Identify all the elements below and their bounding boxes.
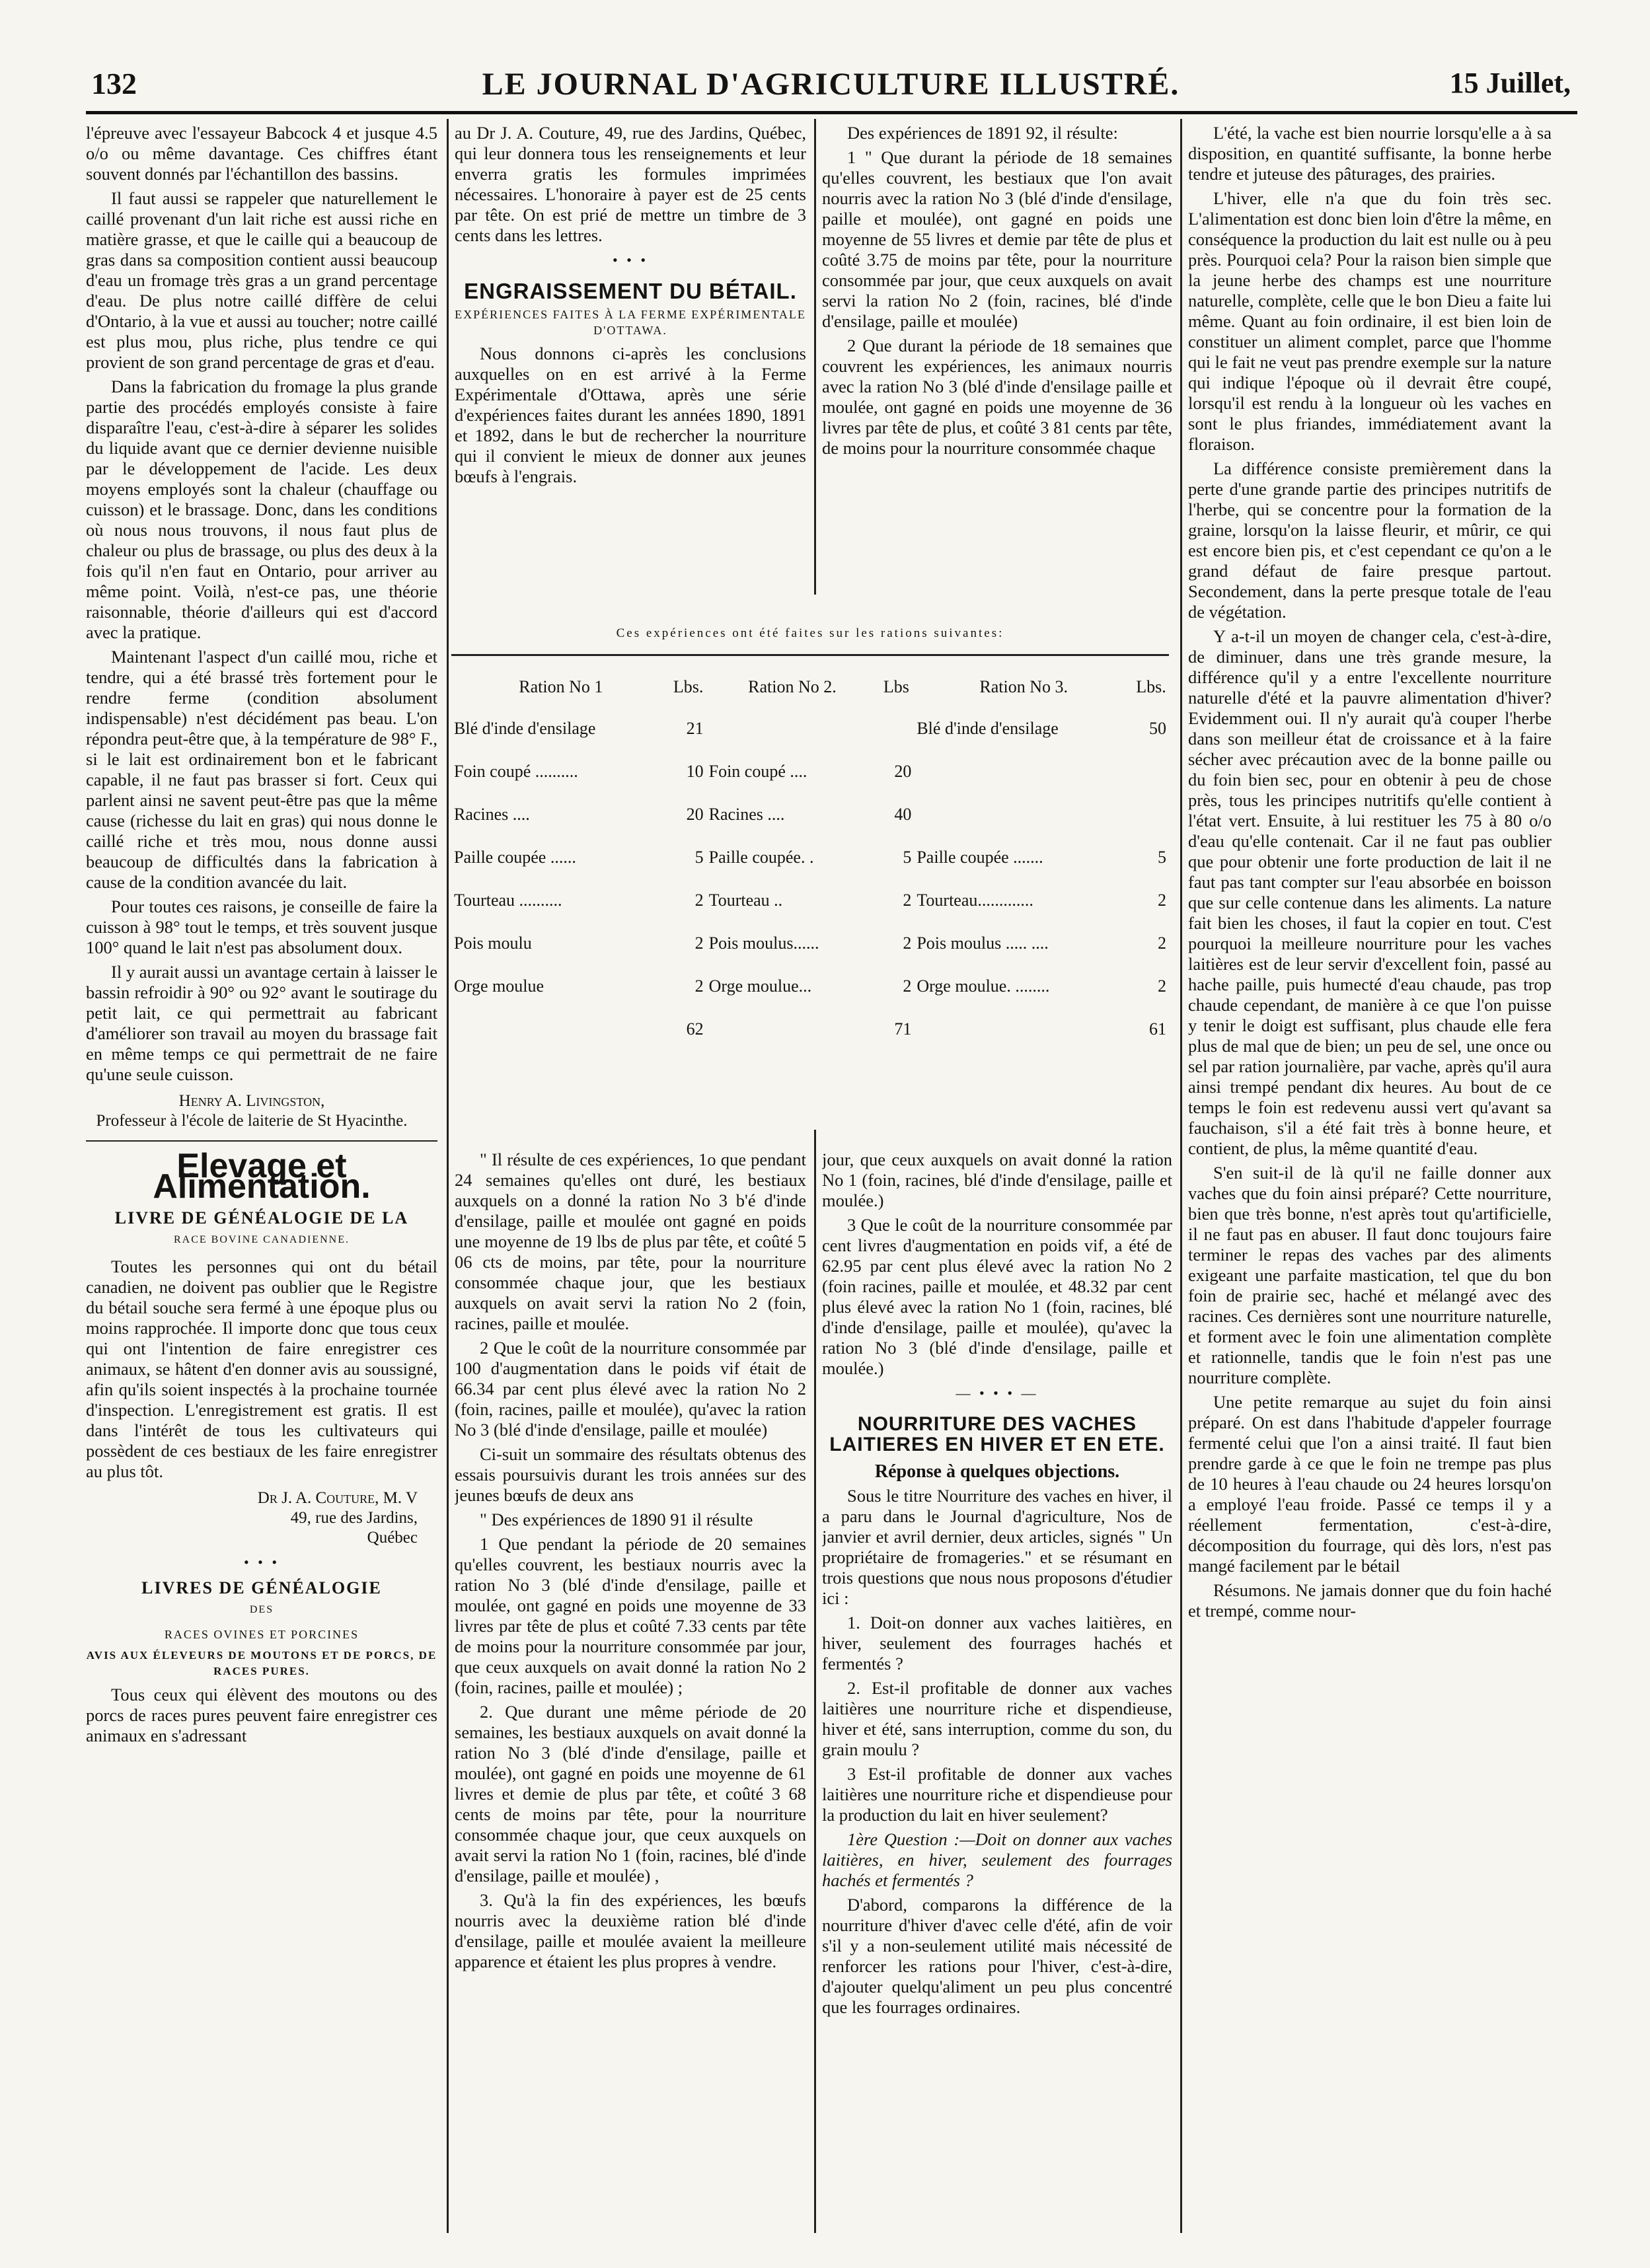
paragraph: Nous donnons ci-après les conclusions auxquelles on en est arrivé à la Ferme Expérimentale d'Ottawa, après une série d'expériences faites durant les années 1890, 1891 et 1892, dans le but de rechercher la nourriture qui il convient le mieux de donner aux jeunes bœufs à l'engrais. [455,344,806,486]
paragraph: S'en suit-il de là qu'il ne faille donner aux vaches que du foin ainsi préparé? Cette nourriture, bien que très bonne, n'est après tout qu'artificielle, il ne faut pas en abuser. Il faut donc toujours faire terminer le repas des vaches par des aliments exigeant une parfaite mastication, tel que du bon foin de prairie sec, haché et mélangé avec des racines. Ces dernières sont une nourriture naturelle, et forment avec le foin une alimentation complète et rationnelle, tandis que le foin n'est pas une nourriture complète. [1188,1163,1552,1387]
table-cell: 5 [694,847,704,867]
paragraph: 1ère Question :—Doit on donner aux vaches laitières, en hiver, seulement des fourrages hachés et fermentés ? [822,1829,1172,1890]
table-cell: Tourteau .......... [454,890,562,910]
ornament-divider: • • • [612,252,649,268]
issue-date: 15 Juillet, [1449,67,1571,99]
total-ration-1: 62 [686,1019,704,1039]
paragraph: " Des expériences de 1890 91 il résulte [480,1510,753,1529]
column-divider [1180,119,1182,2233]
paragraph: Y a-t-il un moyen de changer cela, c'est-à-dire, de diminuer, dans une très grande mesure, la différence qu'il y a entre l'excellente nourriture naturelle d'été et la pauvre alimentation d'hiver? Evidemment oui. Il n'y aurait qu'à couper l'herbe dans son meilleur état de croissance et à la faire sécher avec précaution avec de la bonne paille ou du foin bien sec, pour en obtenir à peu de chose près, tous les principes nutritifs qu'elle contient à l'état vert. Ensuite, à lui restituer les 75 à 80 o/o d'eau qu'elle contenait. Car il ne faut pas oublier que pour obtenir une forte production de lait il ne faut pas tant compter sur l'eau absorbée en boisson que sur celle contenue dans les aliments. La nature fait bien les choses, il faut la copier en tout. C'est pourquoi la meilleure nourriture pour les vaches laitières est de leur servir d'excellent foin, passé au hache paille, puis humecté d'eau chaude, pas trop chaude cependant, de manière à ce que l'on puisse y tenir le doigt est suffisant, plus chaude elle fera plus de mal que de bien; un peu de sel, une once ou sel par ration journalière, par vache, après qu'il aura ainsi trempé pendant dix heures. Au bout de ce temps le foin est redevenu aussi vert qu'avant sa fauchaison, s'il a été fait très à bonne heure, et contient, de plus, la même quantité d'eau. [1188,626,1552,1158]
table-cell [706,1007,879,1050]
author-name: Henry A. Livingston, [178,1092,325,1110]
table-cell: Foin coupé .......... [454,761,578,781]
table-cell [914,750,1133,793]
paragraph: au Dr J. A. Couture, 49, rue des Jardins, Québec, qui leur donnera tous les renseignements et leur enverra gratis les formules imprimées nécessaires. L'honoraire à payer est de 25 cents par tête. On est prié de mettre un timbre de 3 cents dans les lettres. [455,123,806,245]
total-ration-2: 71 [894,1019,912,1039]
table-cell: Foin coupé .... [708,761,807,781]
author-signature [86,1091,418,1131]
total-ration-3: 61 [1149,1019,1166,1039]
table-caption: Ces expériences ont été faites sur les rations suivantes: [616,626,1004,640]
table-cell: 2 [1158,890,1166,910]
table-cell: Tourteau .. [708,890,783,910]
table-cell [914,793,1133,836]
paragraph: L'été, la vache est bien nourrie lorsqu'elle a à sa disposition, en quantité suffisante, la bonne herbe tendre et juteuse des pâturages, des prairies. [1188,123,1552,184]
table-header-row [451,667,1169,707]
column-4 [1188,123,1552,2230]
paragraph: 2. Est-il profitable de donner aux vaches laitières une nourriture riche et dispendieuse, hiver et été, sans interruption, comme du son, du grain moulu ? [822,1678,1172,1759]
table-cell: 50 [1149,718,1166,738]
paragraph: 1 Que pendant la période de 20 semaines qu'elles couvrent, les bestiaux nourris avec la ration No 3 (blé d'inde d'ensilage, paille et moulée, ont gagné en poids une moyenne de 33 livres par tête de plus et coûté 7.33 cents par tête de moins pour la nourriture consommée par jour, que ceux auxquels on avait donné la ration No 2 (foin, racines, paille et moulée) ; [455,1534,806,1697]
table-cell [914,1007,1133,1050]
table-cell: Orge moulue. ........ [917,976,1050,996]
table-cell: 5 [1158,847,1166,867]
paragraph: 2 Que durant la période de 18 semaines que couvrent les expériences, les animaux nourris avec la ration No 3 (blé d'inde d'ensilage paille et moulée, ont gagné en poids une moyenne de 36 livres par tête de plus, et coûté 3 81 cents par tête, de moins pour la nourriture consommée chaque [822,336,1172,458]
table-header: Lbs [883,677,909,696]
section-rule [86,1140,437,1142]
column-divider [447,119,449,2233]
table-cell: 21 [686,718,704,738]
article-subtitle: EXPÉRIENCES FAITES À LA FERME EXPÉRIMENTALE D'OTTAWA. [455,308,806,337]
paragraph: Il faut aussi se rappeler que naturellement le caillé provenant d'un lait riche est aussi riche en matière grasse, et que le caille qui a beaucoup de gras dans sa composition contient aussi beaucoup d'eau un fromage très gras a un grand percentage d'eau. De plus notre caillé diffère de celui d'Ontario, à la vue et aussi au toucher; notre caillé est plus mou, plus riche, plus tendre ce qui provient de son grand percentage de gras et d'eau. [86,188,437,372]
table-cell: 2 [1158,976,1166,996]
table-header: Ration No 3. [979,677,1068,696]
paragraph: Ci-suit un sommaire des résultats obtenus des essais poursuivis durant les trois années sur des jeunes bœufs de deux ans [455,1444,806,1505]
article-title: LIVRES DE GÉNÉALOGIE [141,1578,382,1597]
table-cell: 2 [903,890,912,910]
header-rule [86,111,1577,114]
table-header: Lbs. [1136,677,1166,696]
page-header [91,66,1571,106]
table-cell [1133,793,1169,836]
column-divider [814,1130,816,2233]
table-cell: 5 [903,847,912,867]
page-number: 132 [91,67,137,100]
paragraph: 3. Qu'à la fin des expériences, les bœufs nourris avec la deuxième ration blé d'inde d'ensilage, paille et moulée avaient la meilleure apparence et étaient les plus propres à vendre. [455,1890,806,1971]
table-cell: 2 [694,890,704,910]
table-header: Ration No 1 [519,677,603,696]
table-row [451,922,1169,965]
article-title: NOURRITURE DES VACHES LAITIERES EN HIVER ET EN ETE. [829,1413,1165,1455]
paragraph: Sous le titre Nourriture des vaches en hiver, il a paru dans le Journal d'agriculture, Nos de janvier et avril dernier, deux articles, signés " Un propriétaire de fromageries." et se résumant en trois questions que nous nous proposons d'étudier ici : [822,1486,1172,1608]
table-rule [451,654,1169,656]
article-subtitle: Réponse à quelques objections. [874,1461,1120,1482]
table-row [451,793,1169,836]
ration-table [451,667,1169,1050]
table-cell: 10 [686,761,704,781]
table-header: Lbs. [673,677,704,696]
table-cell: Orge moulue [454,976,544,996]
ornament-divider: — • • • — [956,1385,1039,1401]
table-cell: Tourteau............. [917,890,1033,910]
table-cell: 2 [1158,933,1166,953]
table-row [451,879,1169,922]
journal-title: LE JOURNAL D'AGRICULTURE ILLUSTRÉ. [482,67,1180,102]
table-cell: Racines .... [708,804,785,824]
table-cell [878,707,914,750]
table-cell: Paille coupée ....... [917,847,1043,867]
paragraph: D'abord, comparons la différence de la nourriture d'hiver d'avec celle d'été, afin de voir s'il y a non-seulement utilité mais nécessité de renforcer les rations pour l'hiver, c'est-à-dire, d'ajouter quelqu'aliment un peu plus concentré que les fourrages ordinaires. [822,1895,1172,2017]
table-cell: Paille coupée ...... [454,847,576,867]
table-cell: Pois moulus ..... .... [917,933,1049,953]
paragraph: Pour toutes ces raisons, je conseille de faire la cuisson à 98° tout le temps, et très souvent jusque 100° quand le lait n'est pas absolument doux. [86,896,437,957]
article-notice: AVIS AUX ÉLEVEURS DE MOUTONS ET DE PORCS, DE RACES PURES. [86,1649,437,1677]
column-2-bottom [455,1150,806,2233]
paragraph: Dans la fabrication du fromage la plus grande partie des procédés employés consiste à faire disparaître l'eau, c'est-à-dire à séparer les solides du liquide avant que ce dernier devienne nuisible par le développement de l'acide. Les deux moyens employés sont la chaleur (chauffage ou cuisson) et le brassage. Donc, dans les conditions où nous nous trouvons, il nous faut plus de chaleur ou plus de brassage, ou plus des deux à la fois qu'il n'en faut en Ontario, pour arriver au même point. Voilà, n'est-ce pas, une théorie raisonnable, théorie d'ailleurs qui est d'accord avec la pratique. [86,377,437,642]
table-cell: Blé d'inde d'ensilage [917,718,1059,738]
paragraph: Toutes les personnes qui ont du bétail canadien, ne doivent pas oublier que le Registre du bétail souche sera fermé à une époque plus ou moins rapprochée. Il importe donc que tous ceux qui ont l'intention de faire enregistrer ces animaux, se hâtent d'en donner avis au soussigné, afin qu'ils soient inspectés à la prochaine tournée d'inspection. L'enregistrement est gratis. Il est dans l'intérêt de tous les cultivateurs qui possèdent de ces bestiaux de les faire enregistrer au plus tôt. [86,1257,437,1481]
column-3-top [822,123,1172,612]
table-cell: Orge moulue... [708,976,812,996]
paragraph: 2 Que le coût de la nourriture consommée par 100 d'augmentation dans le poids vif était de 66.34 par cent plus élevé avec la ration No 2 (foin, racines, paille et moulée), qu'avec la ration No 3 (blé d'inde d'ensilage, paille et moulée) [455,1338,806,1440]
paragraph: 1 " Que durant la période de 18 semaines qu'elles couvrent, les bestiaux que l'on avait nourris avec la ration No 3 (blé d'inde d'ensilage, paille et moulée), ont gagné en poids une moyenne de 55 livres et demie par tête de plus et coûté 3.75 de moins par tête, pour la nourriture consommée par jour, que ceux auxquels on avait servi la ration No 2 (foin, racines, blé d'inde d'ensilage, paille et moulée) [822,147,1172,331]
column-2-top [455,123,806,612]
article-subtitle: RACE BOVINE CANADIENNE. [174,1234,350,1245]
paragraph: Tous ceux qui élèvent des moutons ou des porcs de races pures peuvent faire enregistrer ces animaux en s'adressant [86,1685,437,1745]
paragraph: 1. Doit-on donner aux vaches laitières, en hiver, seulement des fourrages hachés et fermentés ? [822,1613,1172,1673]
paragraph: La différence consiste premièrement dans la perte d'une grande partie des principes nutritifs de l'herbe, qui se concentre pour la formation de la graine, lorsqu'on la laisse fleurir, et mûrir, ce qui est encore bien pis, et c'est cependant ce qu'on a le grand défaut de faire presque partout. Secondement, dans la perte presque totale de l'eau de végétation. [1188,458,1552,622]
table-cell [451,1007,671,1050]
column-3-bottom [822,1150,1172,2233]
paragraph: Des expériences de 1891 92, il résulte: [847,123,1118,143]
table-cell: Pois moulus...... [708,933,819,953]
author-signature [86,1488,418,1548]
table-total-row [451,1007,1169,1050]
article-subtitle: DES [249,1604,274,1615]
table-cell: 2 [903,976,912,996]
paragraph: l'épreuve avec l'essayeur Babcock 4 et jusque 4.5 o/o ou même davantage. Ces chiffres étant souvent donnés par l'échantillon des bassins. [86,123,437,184]
table-cell: Blé d'inde d'ensilage [454,718,596,738]
column-divider [814,119,816,595]
ornament-divider: • • • [243,1554,280,1570]
paragraph: Il y aurait aussi un avantage certain à laisser le bassin refroidir à 90° ou 92° avant le soutirage du petit lait, ce qui permettrait au fabricant d'améliorer son travail au moyen du brassage fait en même temps ce qui permettrait de ne faire qu'une seule cuisson. [86,962,437,1084]
paragraph: Une petite remarque au sujet du foin ainsi préparé. On est dans l'habitude d'appeler fourrage fermenté celui que l'on a ainsi traité. Il faut bien prendre garde à ce que le foin ne trempe pas plus de 10 heures à l'eau chaude ou 24 heures lorsqu'on a employé l'eau froide. Passé ce temps il y a réellement fermentation, c'est-à-dire, décomposition du fourrage, qui dès lors, n'est pas mangé facilement par le bétail [1188,1392,1552,1576]
table-row [451,836,1169,879]
author-city: Québec [367,1529,418,1547]
paragraph: 3 Est-il profitable de donner aux vaches laitières une nourriture riche et dispendieuse pour la production du lait en hiver seulement? [822,1764,1172,1825]
paragraph: " Il résulte de ces expériences, 1o que pendant 24 semaines qu'elles ont duré, les bestiaux auxquels on a donné la ration No 3 b'é d'inde d'ensilage, paille et moulée ont gagné en poids une moyenne de 19 lbs de plus par tête, et coûté 5 06 cts de moins, par tête, pour la nourriture consommée chaque jour, que les bestiaux auxquels on avait servi la ration No 2 (foin, racines, paille et moulée. [455,1150,806,1333]
table-cell: 40 [894,804,912,824]
table-cell: 20 [686,804,704,824]
column-1 [86,123,437,2230]
table-cell: 2 [903,933,912,953]
paragraph: 2. Que durant une même période de 20 semaines, les bestiaux auxquels on avait donné la ration No 3 (blé d'inde d'ensilage, paille et moulée), ont gagné en poids une moyenne de 61 livres et demie de plus par tête, et coûté 3 68 cents de moins par tête, pour la nourriture consommée chaque jour, que ceux auxquels on avait servi la ration No 1 (foin, racines, blé d'inde d'ensilage, paille et moulée) , [455,1702,806,1885]
table-cell: 2 [694,976,704,996]
article-subtitle: RACES OVINES ET PORCINES [164,1628,359,1641]
table-row [451,750,1169,793]
paragraph: Résumons. Ne jamais donner que du foin haché et trempé, comme nour- [1188,1580,1552,1621]
table-cell: Racines .... [454,804,530,824]
section-title: Elevage et Alimentation. [153,1147,371,1206]
table-cell [706,707,879,750]
table-cell: Pois moulu [454,933,532,953]
author-role: Professeur à l'école de laiterie de St Hyacinthe. [96,1112,408,1130]
paragraph: L'hiver, elle n'a que du foin très sec. L'alimentation est donc bien loin d'être la même, en conséquence la production du lait est nulle ou à peu près. Pourquoi cela? Pour la raison bien simple que la jeune herbe des champs est une nourriture naturelle, complète, celle que le bon Dieu a faite lui même. Quant au foin ordinaire, il est bien loin de constituer un aliment complet, parce que l'homme qui le fait ne veut pas prendre exemple sur la nature qui indique l'époque où il devrait être coupé, lorsqu'il est rendu à la longueur où les vaches en sont le plus friandes, immédiatement avant la floraison. [1188,188,1552,454]
table-cell: Paille coupée. . [708,847,814,867]
paragraph: 3 Que le coût de la nourriture consommée par cent livres d'augmentation en poids vif, a été de 62.95 par cent plus élevé avec la ration No 2 (foin racines, paille et moulée, et 48.32 par cent plus élevé avec la ration No 1 (foin, racines, blé d'inde d'ensilage, paille et moulée), qu'avec la ration No 3 (blé d'inde d'ensilage, paille et moulée.) [822,1215,1172,1378]
table-row [451,965,1169,1007]
article-title: LIVRE DE GÉNÉALOGIE DE LA [114,1208,409,1227]
table-header: Ration No 2. [748,677,837,696]
article-title: ENGRAISSEMENT DU BÉTAIL. [464,279,797,303]
table-row [451,707,1169,750]
paragraph: Maintenant l'aspect d'un caillé mou, riche et tendre, qui a été brassé très fortement pour le rendre ferme (condition absolument indispensable) n'est décidément pas beau. L'on répondra peut-être que, à la température de 98° F., si le lait est ordinairement bon et le fabricant capable, il ne faut pas brasser si fort. Ceux qui parlent ainsi ne savent peut-être pas que la même cause (richesse du lait en gras) qui nous donne le caillé riche et très mou, nous donne aussi beaucoup de difficultés dans la fabrication à cause de la condition avancée du lait. [86,647,437,892]
paragraph: jour, que ceux auxquels on avait donné la ration No 1 (foin, racines, blé d'inde d'ensilage, paille et moulée.) [822,1150,1172,1210]
author-name: Dr J. A. Couture, M. V [257,1489,418,1507]
table-cell: 2 [694,933,704,953]
table-cell: 20 [894,761,912,781]
author-address: 49, rue des Jardins, [290,1509,418,1527]
table-cell [1133,750,1169,793]
